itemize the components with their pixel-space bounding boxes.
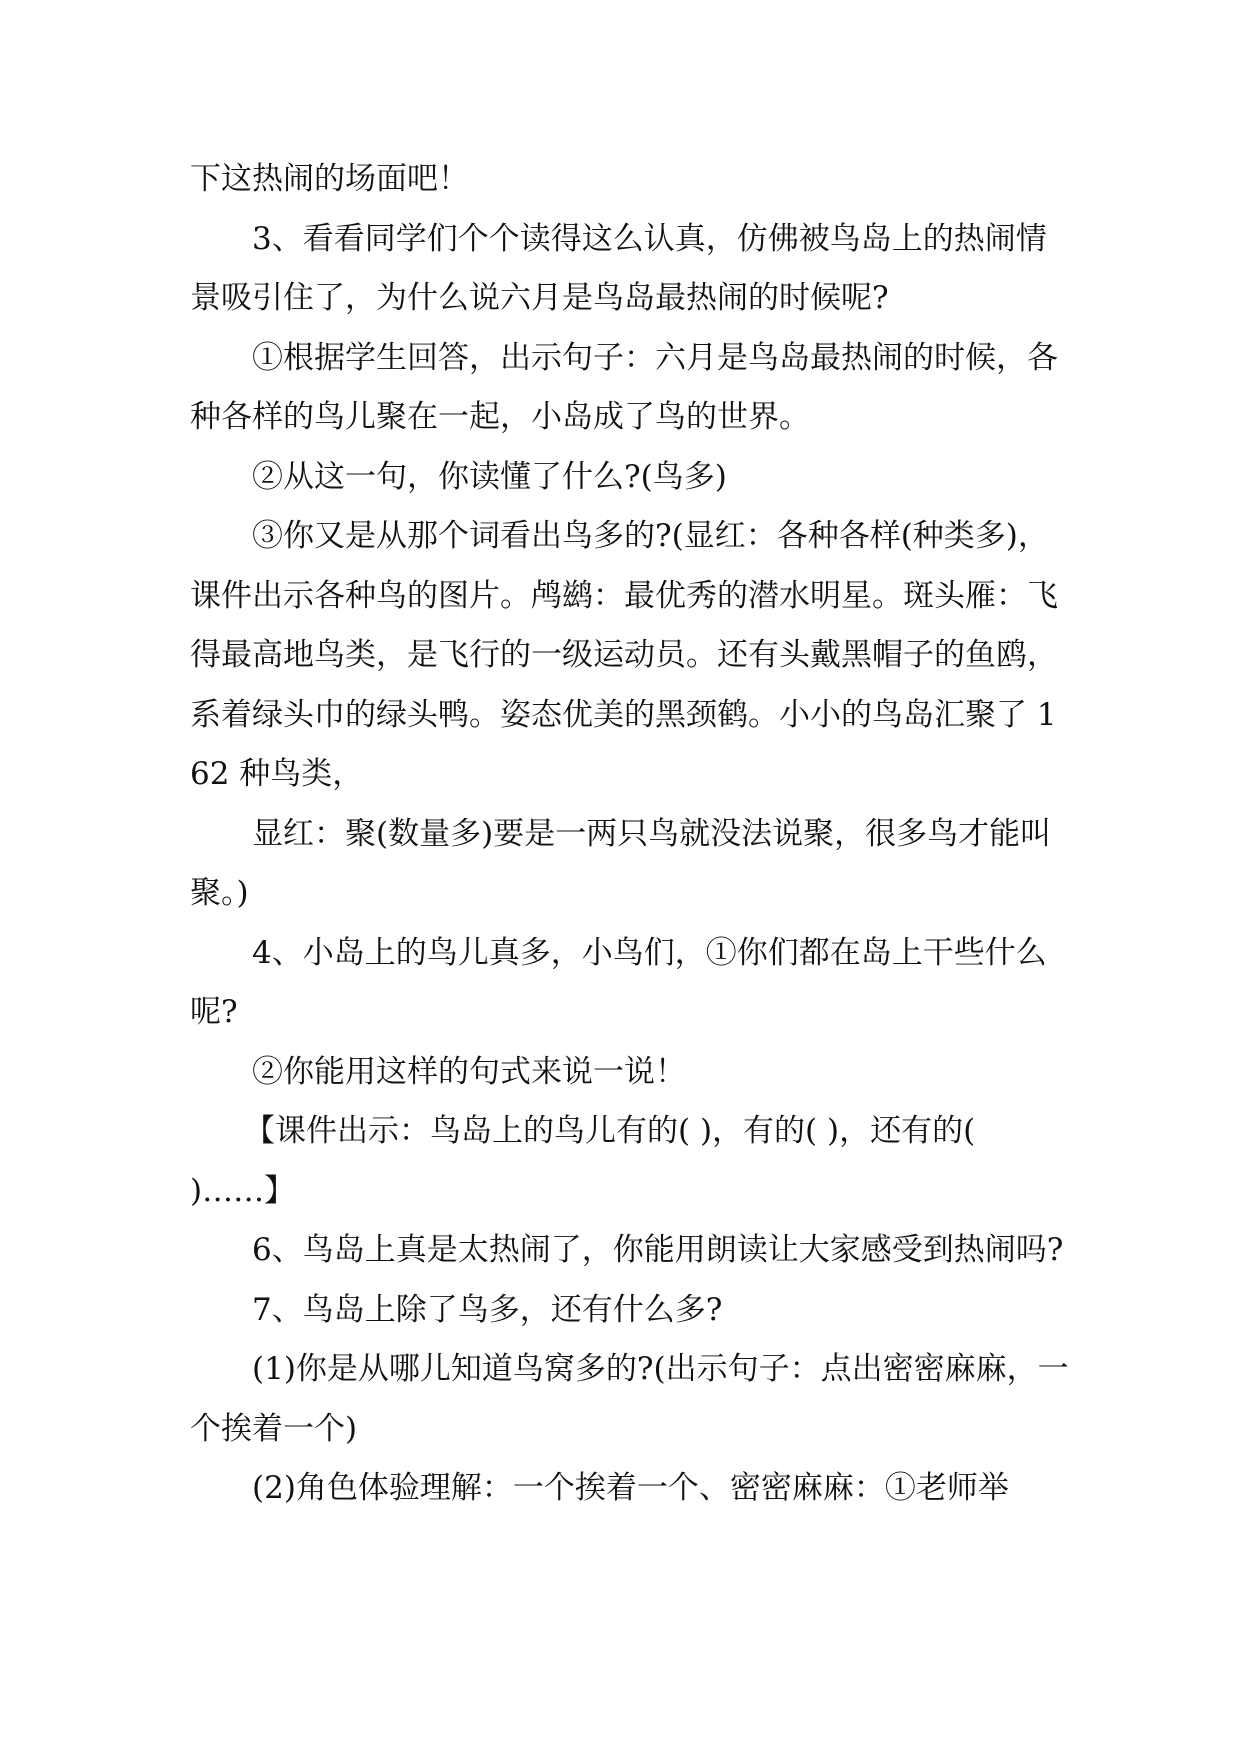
paragraph: 6、鸟岛上真是太热闹了，你能用朗读让大家感受到热闹吗? bbox=[252, 1232, 1064, 1268]
paragraph: ②从这一句，你读懂了什么?(鸟多) bbox=[252, 458, 727, 495]
paragraph: ②你能用这样的句式来说一说！ bbox=[252, 1053, 686, 1090]
paragraph: 显红：聚(数量多)要是一两只鸟就没法说聚，很多鸟才能叫聚。) bbox=[190, 815, 1052, 911]
paragraph: (2)角色体验理解：一个挨着一个、密密麻麻：①老师举 bbox=[252, 1470, 1009, 1506]
paragraph: ①根据学生回答，出示句子：六月是鸟岛最热闹的时候，各种各样的鸟儿聚在一起，小岛成了鸟的世界。 bbox=[190, 339, 1058, 435]
paragraph: ③你又是从那个词看出鸟多的?(显红：各种各样(种类多)，课件出示各种鸟的图片。鸬鹚：最优秀的潜水明星。斑头雁：飞得最高地鸟类，是飞行的一级运动员。还有头戴黑帽子的鱼鸥，系着绿头巾的绿头鸭。姿态优美的黑颈鹤。小小的鸟岛汇聚了 162 种鸟类， bbox=[190, 518, 1058, 792]
paragraph: (1)你是从哪儿知道鸟窝多的?(出示句子：点出密密麻麻，一个挨着一个) bbox=[190, 1351, 1069, 1447]
document-body bbox=[190, 150, 1070, 1519]
paragraph: 下这热闹的场面吧！ bbox=[190, 161, 469, 197]
paragraph: 4、小岛上的鸟儿真多，小鸟们，①你们都在岛上干些什么呢? bbox=[190, 934, 1047, 1030]
paragraph: 3、看看同学们个个读得这么认真，仿佛被鸟岛上的热闹情景吸引住了，为什么说六月是鸟岛最热闹的时候呢? bbox=[190, 220, 1047, 316]
paragraph: 7、鸟岛上除了鸟多，还有什么多? bbox=[252, 1291, 723, 1328]
paragraph: 【课件出示：鸟岛上的鸟儿有的( )，有的( )，还有的( )……】 bbox=[190, 1113, 986, 1209]
